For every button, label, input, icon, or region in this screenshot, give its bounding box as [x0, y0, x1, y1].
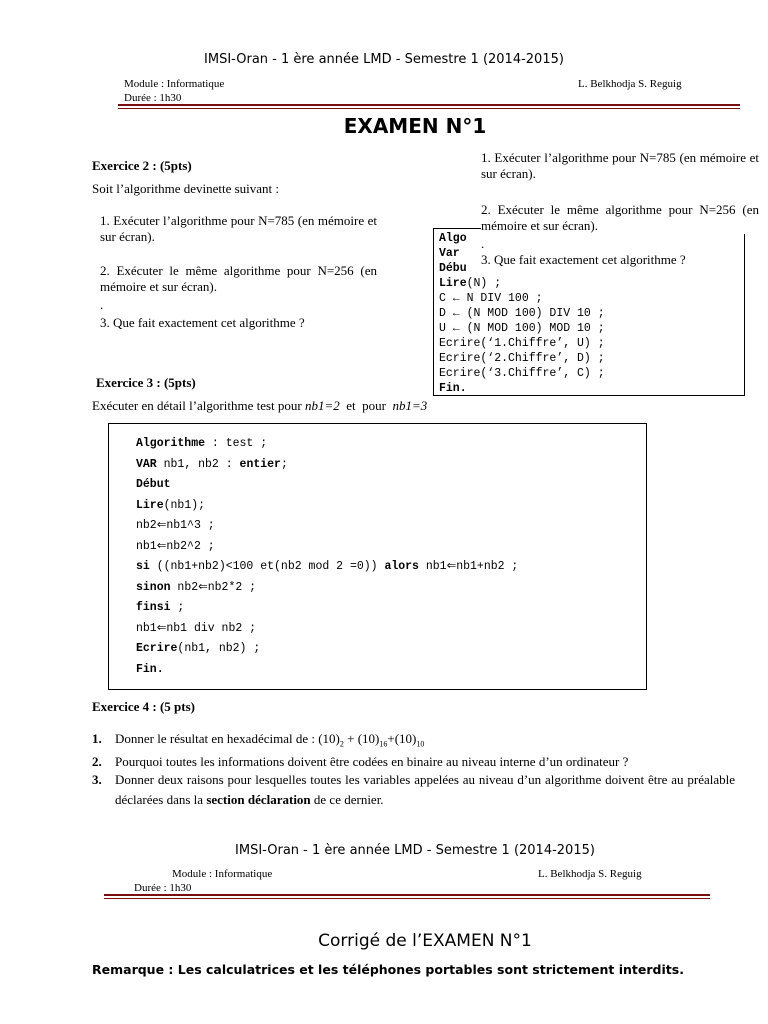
overlay-dot: .: [481, 236, 493, 252]
code-line: nb2⇐nb1^3 ;: [136, 519, 215, 532]
exercise4-q1: 1. Donner le résultat en hexadécimal de : $(10)_2 + (10)_{16}+(10)_{10}$: [92, 731, 425, 749]
exercise2-dot: .: [100, 297, 104, 312]
header-title: IMSI-Oran - 1 ère année LMD - Semestre 1 (2014-2015): [204, 52, 564, 67]
exercise4-q3: 3. Donner deux raisons pour lesquelles toutes les variables appelées au niveau d’un algorithme doivent être au préalable déclarées dans la section déclaration de ce dernier.: [92, 771, 735, 807]
exam-title: EXAMEN N°1: [343, 114, 487, 138]
code-line: Ecrire(‘3.Chiffre’, C) ;: [439, 367, 605, 380]
code-line: Débu: [439, 262, 467, 275]
code-line: C ← N DIV 100 ;: [439, 292, 543, 305]
code-line: finsi ;: [136, 601, 185, 614]
code-line: Ecrire(nb1, nb2) ;: [136, 642, 261, 655]
overlay-q3: 3. Que fait exactement cet algorithme ?: [481, 252, 741, 268]
header-divider: [118, 104, 740, 106]
algorithm-test-box: [108, 423, 647, 690]
exercise2-q3: 3. Que fait exactement cet algorithme ?: [100, 315, 305, 330]
exercise2-title: Exercice 2 : (5pts): [92, 158, 192, 173]
code-line: Lire(N) ;: [439, 277, 502, 290]
exercise4-q2: 2. Pourquoi toutes les informations doivent être codées en binaire au niveau interne d’un ordinateur ?: [92, 753, 629, 769]
exercise3-intro: Exécuter en détail l’algorithme test pour nb1=2 et pour nb1=3: [92, 398, 428, 413]
header2-title: IMSI-Oran - 1 ère année LMD - Semestre 1 (2014-2015): [235, 843, 595, 858]
code-line: U ← (N MOD 100) MOD 10 ;: [439, 322, 605, 335]
exercise2-intro: Soit l’algorithme devinette suivant :: [92, 181, 280, 196]
module-label: Module : Informatique: [124, 78, 225, 90]
code-line: VAR nb1, nb2 : entier;: [136, 457, 288, 471]
code-line: D ← (N MOD 100) DIV 10 ;: [439, 307, 605, 320]
code-line: Fin.: [136, 662, 164, 676]
code-line: sinon nb2⇐nb2*2 ;: [136, 580, 257, 594]
duration2-label: Durée : 1h30: [134, 882, 192, 894]
exercise3-title: Exercice 3 : (5pts): [96, 375, 196, 390]
module2-label: Module : Informatique: [172, 868, 273, 880]
header-divider-thin: [118, 108, 740, 109]
code-line: Algo: [439, 232, 467, 245]
code-line: Début: [136, 478, 171, 491]
exercise4-questions: [92, 730, 752, 810]
authors-label: L. Belkhodja S. Reguig: [578, 78, 682, 90]
overlay-q1: 1. Exécuter l’algorithme pour N=785 (en mémoire et sur écran).: [481, 150, 759, 184]
code-line: si ((nb1+nb2)<100 et(nb2 mod 2 =0)) alors nb1⇐nb1+nb2 ;: [136, 560, 519, 573]
header2-divider-thin: [104, 898, 710, 899]
code-line: Ecrire(‘2.Chiffre’, D) ;: [439, 352, 605, 365]
code-line: Ecrire(‘1.Chiffre’, U) ;: [439, 337, 605, 350]
code-line: Var: [439, 247, 460, 260]
code-line: Algorithme : test ;: [136, 437, 268, 450]
exercise2-q2: 2. Exécuter le même algorithme pour N=256 (en mémoire et sur écran).: [100, 263, 377, 294]
authors2-label: L. Belkhodja S. Reguig: [538, 868, 642, 880]
remarque-text: Remarque : Les calculatrices et les téléphones portables sont strictement interdits.: [92, 962, 684, 977]
duration-label: Durée : 1h30: [124, 92, 182, 104]
exercise2-q1: 1. Exécuter l’algorithme pour N=785 (en mémoire et sur écran).: [100, 213, 377, 244]
exercise4-title: Exercice 4 : (5 pts): [92, 699, 196, 714]
overlay-q2: 2. Exécuter le même algorithme pour N=256 (en mémoire et sur écran).: [481, 202, 759, 233]
code-line: Fin.: [439, 382, 467, 395]
header2-divider: [104, 894, 710, 896]
code-line: Lire(nb1);: [136, 498, 206, 512]
corrige-title: Corrigé de l’EXAMEN N°1: [318, 931, 532, 951]
code-line: nb1⇐nb1 div nb2 ;: [136, 621, 257, 635]
code-line: nb1⇐nb2^2 ;: [136, 539, 215, 553]
